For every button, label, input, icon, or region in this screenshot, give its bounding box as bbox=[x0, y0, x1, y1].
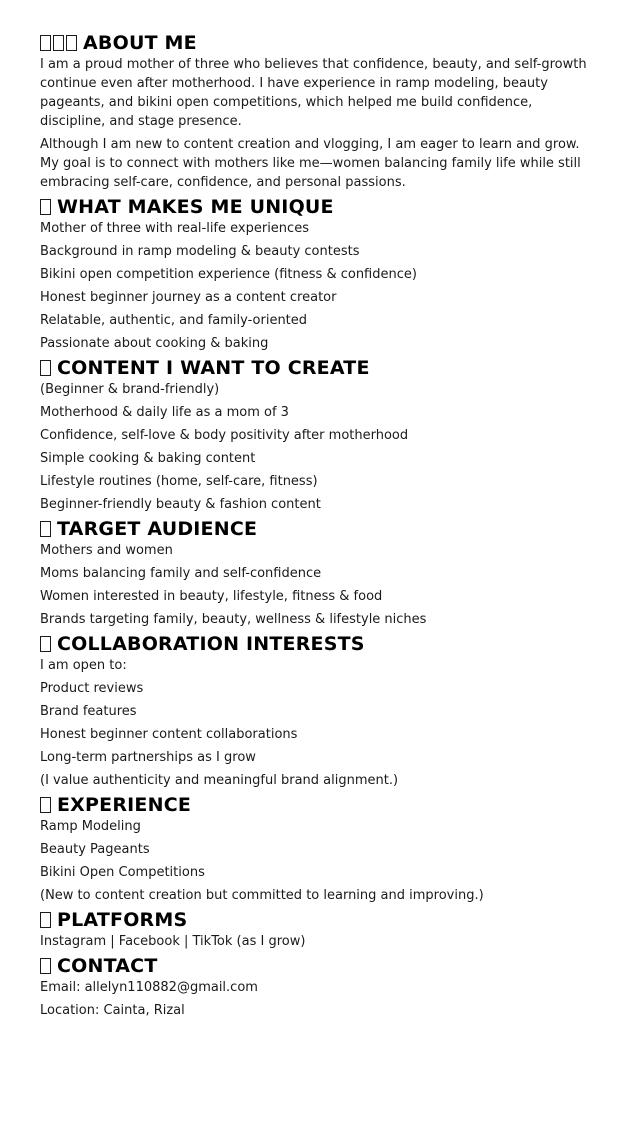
section-title: WHAT MAKES ME UNIQUE bbox=[57, 196, 334, 218]
section-heading-contact bbox=[40, 955, 601, 978]
section-title: EXPERIENCE bbox=[57, 794, 192, 816]
section-heading-about-me bbox=[40, 32, 601, 55]
paragraph-experience-2: Bikini Open Competitions bbox=[40, 865, 205, 880]
paragraph-about-me-0: I am a proud mother of three who believes that confidence, beauty, and self-growth continue even after motherhood. I have experience in ramp modeling, beauty pageants, and bikini open competitions, which helped me build confidence, discipline, and stage presence. bbox=[40, 57, 587, 129]
missing-emoji-icon bbox=[40, 912, 51, 928]
paragraph-what-makes-me-unique-1: Background in ramp modeling & beauty contests bbox=[40, 244, 360, 259]
section-heading-target-audience bbox=[40, 518, 601, 541]
paragraph-what-makes-me-unique-2: Bikini open competition experience (fitness & confidence) bbox=[40, 267, 417, 282]
paragraph-experience-3: (New to content creation but committed to learning and improving.) bbox=[40, 888, 484, 903]
paragraph-collaboration-interests-0: I am open to: bbox=[40, 658, 127, 673]
paragraph-what-makes-me-unique-3: Honest beginner journey as a content creator bbox=[40, 290, 337, 305]
section-title: PLATFORMS bbox=[57, 909, 188, 931]
paragraph-target-audience-1: Moms balancing family and self-confidence bbox=[40, 566, 322, 581]
missing-emoji-icon bbox=[40, 360, 51, 376]
section-title: ABOUT ME bbox=[83, 32, 197, 54]
paragraph-content-i-want-to-create-5: Beginner-friendly beauty & fashion content bbox=[40, 497, 321, 512]
section-heading-platforms bbox=[40, 909, 601, 932]
section-title: CONTACT bbox=[57, 955, 158, 977]
paragraph-contact-1: Location: Cainta, Rizal bbox=[40, 1003, 185, 1018]
section-title: TARGET AUDIENCE bbox=[57, 518, 258, 540]
missing-emoji-icon bbox=[40, 199, 51, 215]
section-title: CONTENT I WANT TO CREATE bbox=[57, 357, 370, 379]
paragraph-experience-1: Beauty Pageants bbox=[40, 842, 150, 857]
section-heading-experience bbox=[40, 794, 601, 817]
paragraph-content-i-want-to-create-4: Lifestyle routines (home, self-care, fitness) bbox=[40, 474, 318, 489]
paragraph-collaboration-interests-2: Brand features bbox=[40, 704, 137, 719]
paragraph-collaboration-interests-3: Honest beginner content collaborations bbox=[40, 727, 298, 742]
paragraph-experience-0: Ramp Modeling bbox=[40, 819, 141, 834]
section-title: COLLABORATION INTERESTS bbox=[57, 633, 365, 655]
paragraph-what-makes-me-unique-0: Mother of three with real-life experiences bbox=[40, 221, 309, 236]
paragraph-content-i-want-to-create-3: Simple cooking & baking content bbox=[40, 451, 256, 466]
paragraph-collaboration-interests-4: Long-term partnerships as I grow bbox=[40, 750, 256, 765]
missing-emoji-icon bbox=[40, 797, 51, 813]
paragraph-what-makes-me-unique-5: Passionate about cooking & baking bbox=[40, 336, 269, 351]
paragraph-collaboration-interests-5: (I value authenticity and meaningful brand alignment.) bbox=[40, 773, 399, 788]
paragraph-content-i-want-to-create-0: (Beginner & brand-friendly) bbox=[40, 382, 220, 397]
paragraph-about-me-1: Although I am new to content creation and vlogging, I am eager to learn and grow. My goal is to connect with mothers like me—women balancing family life while still embracing self-care, confidence, and personal passions. bbox=[40, 137, 581, 190]
section-heading-what-makes-me-unique bbox=[40, 196, 601, 219]
paragraph-platforms-0: Instagram | Facebook | TikTok (as I grow) bbox=[40, 934, 306, 949]
missing-emoji-icon bbox=[40, 35, 51, 51]
paragraph-content-i-want-to-create-2: Confidence, self-love & body positivity after motherhood bbox=[40, 428, 409, 443]
missing-emoji-icon bbox=[66, 35, 77, 51]
missing-emoji-icon bbox=[53, 35, 64, 51]
missing-emoji-icon bbox=[40, 636, 51, 652]
paragraph-what-makes-me-unique-4: Relatable, authentic, and family-oriented bbox=[40, 313, 308, 328]
paragraph-target-audience-2: Women interested in beauty, lifestyle, fitness & food bbox=[40, 589, 383, 604]
paragraph-collaboration-interests-1: Product reviews bbox=[40, 681, 144, 696]
missing-emoji-icon bbox=[40, 958, 51, 974]
paragraph-contact-0: Email: allelyn110882@gmail.com bbox=[40, 980, 258, 995]
missing-emoji-icon bbox=[40, 521, 51, 537]
paragraph-target-audience-3: Brands targeting family, beauty, wellness & lifestyle niches bbox=[40, 612, 427, 627]
paragraph-target-audience-0: Mothers and women bbox=[40, 543, 173, 558]
section-heading-collaboration-interests bbox=[40, 633, 601, 656]
section-heading-content-i-want-to-create bbox=[40, 357, 601, 380]
paragraph-content-i-want-to-create-1: Motherhood & daily life as a mom of 3 bbox=[40, 405, 289, 420]
